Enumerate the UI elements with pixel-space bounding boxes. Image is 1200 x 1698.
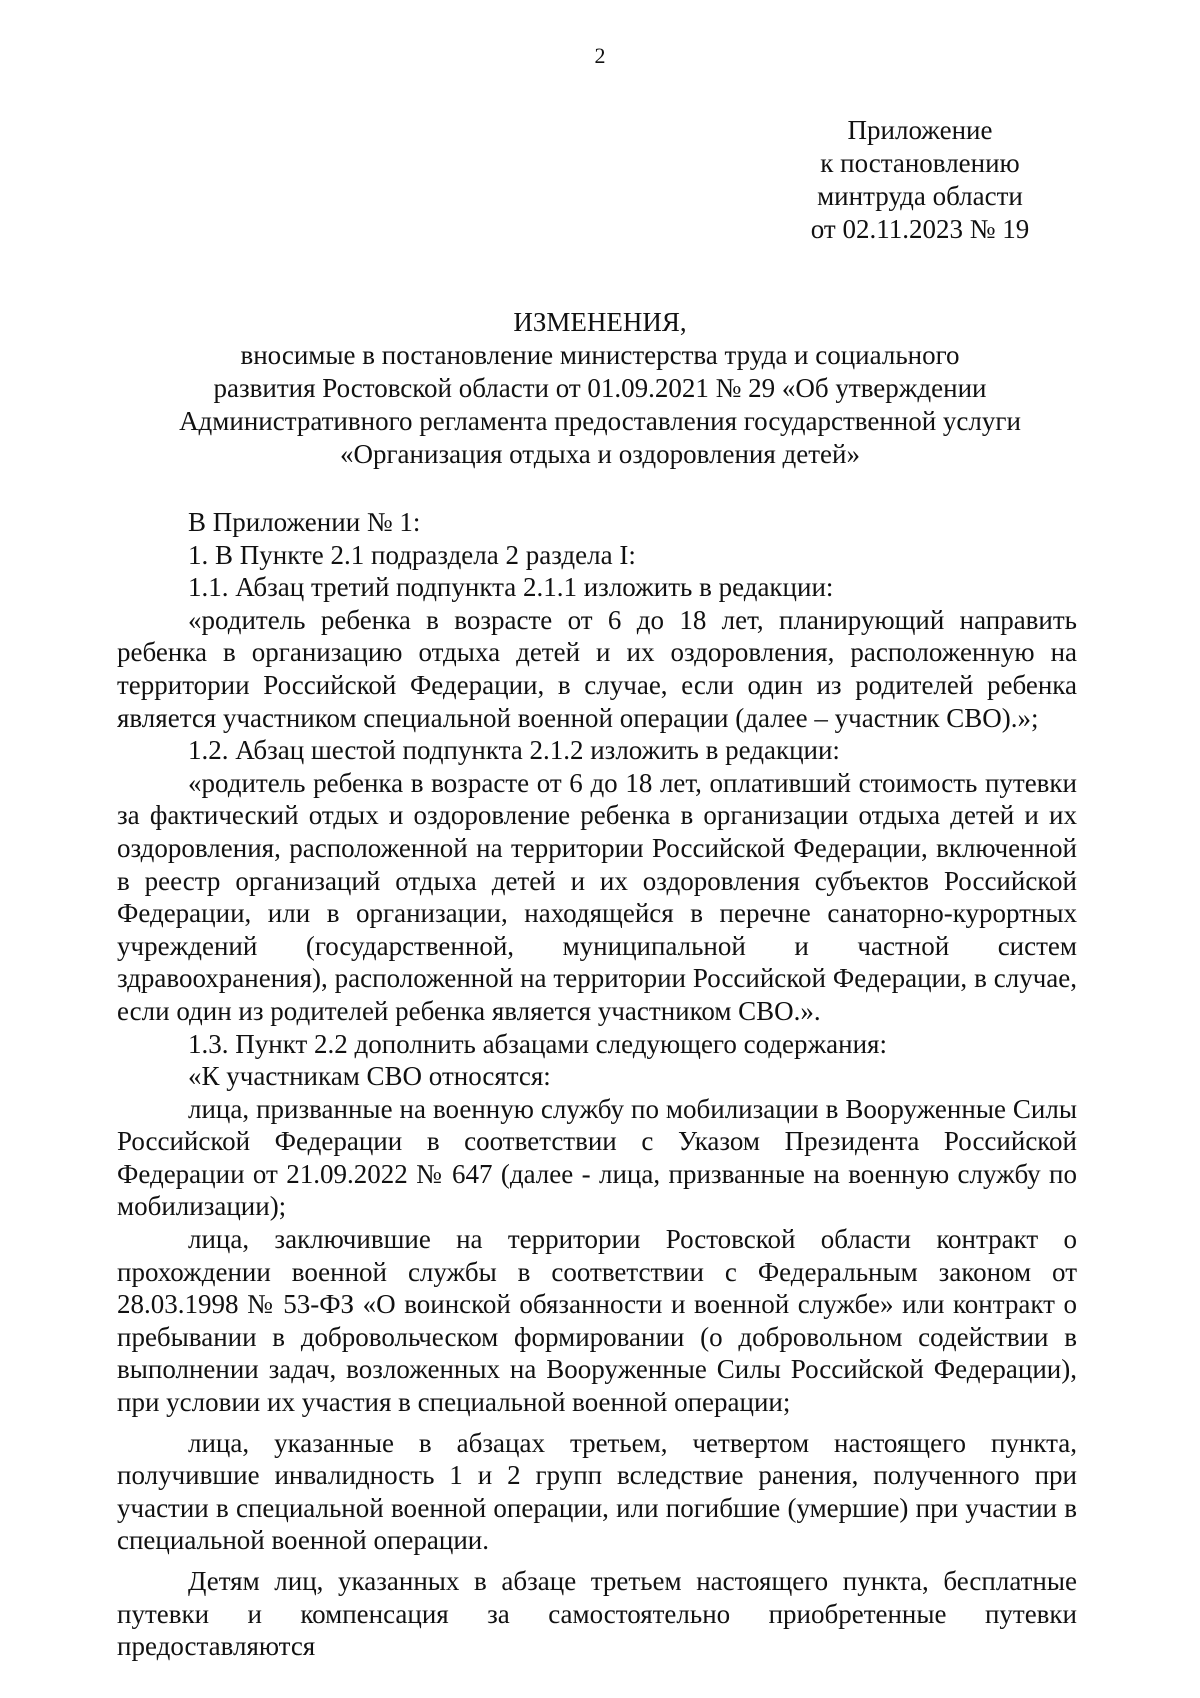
document-body [117,506,1077,1663]
appendix-line: к постановлению [820,148,1020,178]
title-heading: ИЗМЕНЕНИЯ, [513,307,687,337]
title-subtitle-line: «Организация отдыха и оздоровления детей» [339,439,860,469]
appendix-line: от 02.11.2023 № 19 [810,214,1030,244]
body-paragraph: 1. В Пункте 2.1 подраздела 2 раздела I: [188,539,636,570]
body-paragraph: лица, заключившие на территории Ростовской области контракт о прохождении военной службы в соответствии с Федеральным законом от 28.03.1998 № 53-ФЗ «О воинской обязанности и военной службе» или контракт о пребывании в добровольческом формировании (о добровольном содействии в выполнении задач, возложенных на Вооруженные Силы Российской Федерации), при условии их участия в специальной военной операции; [117,1224,1077,1418]
body-paragraph: «К участникам СВО относятся: [188,1061,551,1092]
body-paragraph: 1.3. Пункт 2.2 дополнить абзацами следующего содержания: [188,1028,887,1059]
body-paragraph: лица, указанные в абзацах третьем, четвертом настоящего пункта, получившие инвалидность 1 и 2 групп вследствие ранения, полученного при участии в специальной военной операции, или погибшие (умершие) при участии в специальной военной операции. [117,1427,1077,1556]
title-subtitle-line: развития Ростовской области от 01.09.2021 № 29 «Об утверждении [213,373,987,403]
document-title [120,306,1080,471]
title-subtitle-line: Административного регламента предоставления государственной услуги [179,406,1021,436]
body-paragraph: лица, призванные на военную службу по мобилизации в Вооруженные Силы Российской Федерации в соответствии с Указом Президента Российской Федерации от 21.09.2022 № 647 (далее - лица, призванные на военную службу по мобилизации); [117,1093,1077,1222]
appendix-block [770,114,1070,246]
body-paragraph: Детям лиц, указанных в абзаце третьем настоящего пункта, бесплатные путевки и компенсация за самостоятельно приобретенные путевки предоставляются [117,1566,1077,1662]
title-subtitle-line: вносимые в постановление министерства труда и социального [240,340,960,370]
appendix-line: минтруда области [817,181,1023,211]
body-paragraph: «родитель ребенка в возрасте от 6 до 18 лет, оплативший стоимость путевки за фактический отдых и оздоровление ребенка в организации отдыха детей и их оздоровления, расположенной на территории Российской Федерации, включенной в реестр организаций отдыха детей и их оздоровления субъектов Российской Федерации, или в организации, находящейся в перечне санаторно-курортных учреждений (государственной, муниципальной и частной систем здравоохранения), расположенной на территории Российской Федерации, в случае, если один из родителей ребенка является участником СВО.». [117,767,1077,1026]
appendix-line: Приложение [847,115,993,145]
body-paragraph: «родитель ребенка в возрасте от 6 до 18 лет, планирующий направить ребенка в организацию отдыха детей и их оздоровления, расположенную на территории Российской Федерации, в случае, если один из родителей ребенка является участником специальной военной операции (далее – участник СВО).»; [117,604,1077,733]
body-paragraph: 1.1. Абзац третий подпункта 2.1.1 изложить в редакции: [188,572,834,603]
body-paragraph: В Приложении № 1: [188,507,421,537]
body-paragraph: 1.2. Абзац шестой подпункта 2.1.2 изложить в редакции: [188,735,840,766]
page-number: 2 [594,43,606,68]
